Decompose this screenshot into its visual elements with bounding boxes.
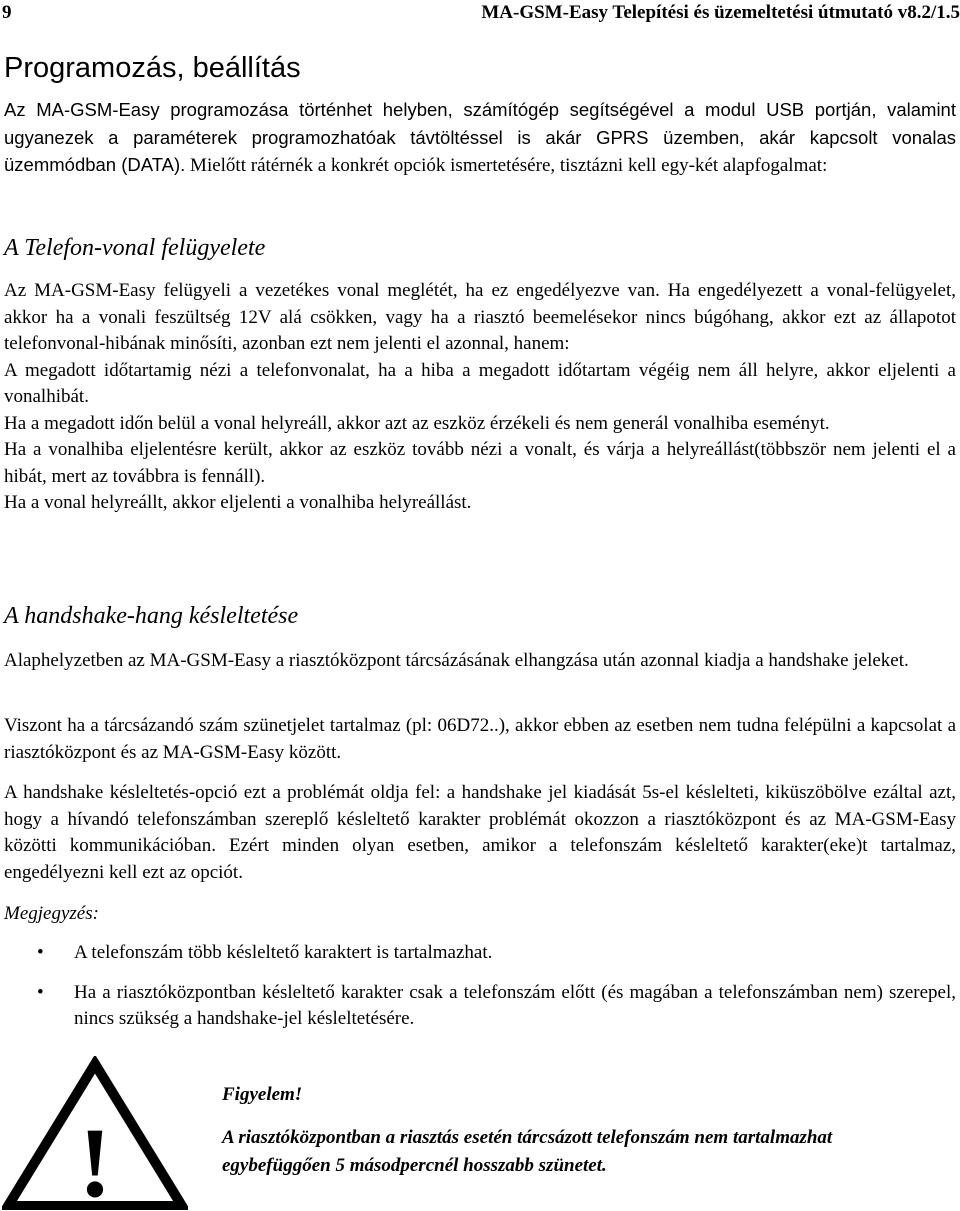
line-supervision-paragraph-1: Az MA-GSM-Easy felügyeli a vezetékes vonal meglétét, ha ez engedélyezve van. Ha engedélyezett a vonal-felügyelet, akkor ha a vonali feszültség 12V alá csökken, vagy ha a riasztó beemelésekor nincs búgóhang, akkor ezt az állapotot telefonvonal-hibának minősíti, azonban ezt nem jelenti el azonnal, hanem: [4, 280, 956, 354]
handshake-paragraph-1: Alaphelyzetben az MA-GSM-Easy a riasztóközpont tárcsázásának elhangzása után azonnal kiadja a handshake jeleket. [4, 650, 909, 671]
handshake-paragraph-2: Viszont ha a tárcsázandó szám szünetjelet tartalmaz (pl: 06D72..), akkor ebben az esetben nem tudna felépülni a kapcsolat a riasztóközpont és az MA-GSM-Easy között. [4, 715, 956, 763]
line-supervision-paragraph-5: Ha a vonal helyreállt, akkor eljelenti a vonalhiba helyreállást. [4, 492, 472, 513]
line-supervision-paragraph-4: Ha a vonalhiba eljelentésre került, akkor az eszköz tovább nézi a vonalt, és várja a helyreállást(többször nem jelenti el a hibát, mert az továbbra is fennáll). [4, 439, 956, 487]
intro-paragraph [4, 97, 956, 180]
line-supervision-paragraph-3: Ha a megadott időn belül a vonal helyreáll, akkor azt az eszköz érzékeli és nem generál vonalhiba eseményt. [4, 412, 830, 434]
list-item [0, 980, 956, 1033]
warning-triangle-icon [2, 1056, 188, 1210]
warning-title: Figyelem! [222, 1084, 303, 1105]
bullet-icon: • [37, 981, 44, 1003]
list-item [0, 940, 956, 967]
intro-part1: Az MA-GSM-Easy programozása történhet helyben, számítógép segítségével a modul USB portján, valamint ugyanezek a paraméterek programozhatóak távtöltéssel is akár GPRS üzemben, akár kapcsolt vonalas üzemmódban (DATA). [4, 99, 956, 175]
section-title: Programozás, beállítás [4, 52, 301, 84]
note-item-text: A telefonszám több késleltető karaktert is tartalmazhat. [74, 942, 493, 963]
page-number: 9 [2, 2, 12, 23]
line-supervision-heading: A Telefon-vonal felügyelete [4, 235, 266, 261]
note-bullet-list [0, 940, 960, 1033]
line-supervision-paragraph-2: A megadott időtartamig nézi a telefonvonalat, ha a hiba a megadott időtartam végéig nem áll helyre, akkor eljelenti a vonalhibát. [4, 359, 956, 407]
handshake-paragraph-3: A handshake késleltetés-opció ezt a problémát oldja fel: a handshake jel kiadását 5s-el késlelteti, kiküszöbölve ezáltal azt, hogy a hívandó telefonszámban szereplő késleltető karakter problémát okozzon a riasztóközpont és az MA-GSM-Easy közötti kommunikációban. Ezért minden olyan esetben, amikor a telefonszám késleltető karakter(eke)t tartalmaz, engedélyezni kell ezt az opciót. [4, 782, 956, 883]
page-header [0, 2, 960, 28]
warning-text: A riasztóközpontban a riasztás esetén tárcsázott telefonszám nem tartalmazhat egybefüggően 5 másodpercnél hosszabb szünetet. [222, 1127, 833, 1176]
handshake-heading: A handshake-hang késleltetése [4, 603, 299, 629]
bullet-icon: • [37, 942, 44, 963]
note-label: Megjegyzés: [4, 903, 99, 924]
intro-part2: Mielőtt rátérnék a konkrét opciók ismertetésére, tisztázni kell egy-két alapfogalmat: [190, 155, 828, 176]
warning-exclamation: ! [78, 1107, 112, 1210]
note-item-text: Ha a riasztóközpontban késleltető karakter csak a telefonszám előtt (és magában a telefonszámban nem) szerepel, nincs szükség a handshake-jel késleltetésére. [74, 981, 956, 1029]
line-supervision-body [4, 278, 956, 517]
document-title: MA-GSM-Easy Telepítési és üzemeltetési útmutató v8.2/1.5 [481, 2, 960, 23]
